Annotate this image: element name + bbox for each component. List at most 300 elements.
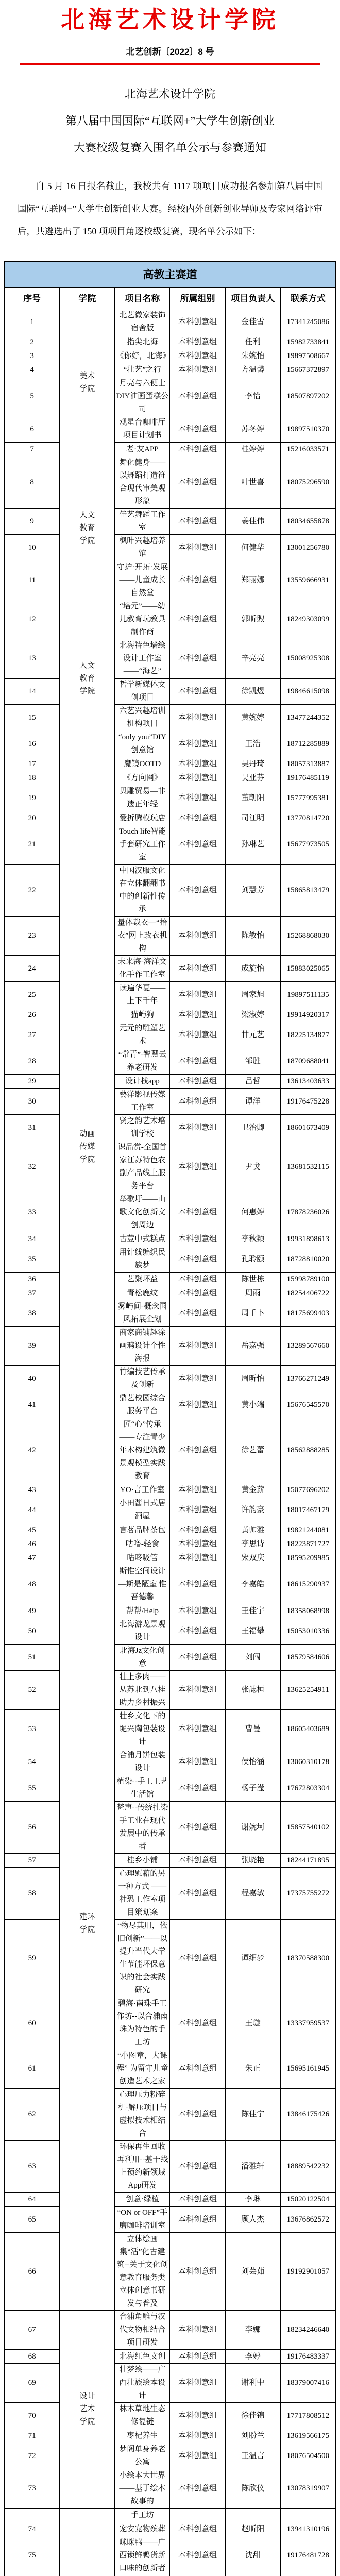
- project-leader: 黄金薪: [225, 1483, 280, 1497]
- project-leader: 徐佳锦: [225, 2403, 280, 2429]
- row-number: 52: [5, 1671, 60, 1710]
- table-row: [5, 1273, 336, 1286]
- project-group: 本科创意组: [170, 1868, 225, 1920]
- project-leader: 陈欣仪: [225, 2469, 280, 2509]
- table-row: [5, 1497, 336, 1523]
- row-number: 24: [5, 956, 60, 982]
- table-row: [5, 377, 336, 416]
- row-number: 3: [5, 349, 60, 363]
- project-group: 本科创意组: [170, 811, 225, 825]
- row-number: 7: [5, 443, 60, 456]
- table-row: [5, 1671, 336, 1710]
- project-leader: 陈敏怡: [225, 917, 280, 956]
- project-group: 本科创意组: [170, 1802, 225, 1854]
- row-number: 45: [5, 1523, 60, 1537]
- project-group: 本科创意组: [170, 2207, 225, 2233]
- row-number: 62: [5, 2089, 60, 2141]
- table-row: [5, 1523, 336, 1537]
- project-leader: 黄婉婷: [225, 705, 280, 731]
- row-number: 71: [5, 2429, 60, 2443]
- table-row: [5, 535, 336, 561]
- project-group: 本科创意组: [170, 1141, 225, 1193]
- project-leader: 黄小端: [225, 1392, 280, 1418]
- project-leader: 潘雅轩: [225, 2141, 280, 2193]
- contact-phone: 18254406722: [280, 1286, 335, 1300]
- project-leader: 杨子滢: [225, 1775, 280, 1802]
- project-leader: 李娜: [225, 2311, 280, 2350]
- table-row: [5, 1141, 336, 1193]
- project-name: 藝洋影视传媒工作室: [115, 1089, 170, 1115]
- project-name: 六艺兴趣培训机构项目: [115, 705, 170, 731]
- college-name-line: 学院: [61, 383, 113, 396]
- table-row: [5, 679, 336, 705]
- row-number: 64: [5, 2193, 60, 2207]
- table-row: [5, 1193, 336, 1232]
- college-cell: [60, 456, 115, 600]
- project-leader: 桂婷婷: [225, 443, 280, 456]
- project-name: 魔镜OOTD: [115, 757, 170, 771]
- row-number: 4: [5, 363, 60, 377]
- contact-phone: 18358068998: [280, 1604, 335, 1618]
- project-group: 本科创意组: [170, 705, 225, 731]
- project-name: 斯惟空间设计—斯是陋室 惟吾德馨: [115, 1565, 170, 1604]
- document-title-line: 北海艺术设计学院: [0, 81, 340, 108]
- row-number: 44: [5, 1497, 60, 1523]
- project-leader: 顾人杰: [225, 2207, 280, 2233]
- project-name: 观星台咖啡厅项目计划书: [115, 416, 170, 443]
- table-row: [5, 1022, 336, 1048]
- contact-phone: 15695161945: [280, 2049, 335, 2089]
- table-row: [5, 1246, 336, 1273]
- project-group: 本科创意组: [170, 2311, 225, 2350]
- table-row: [5, 757, 336, 771]
- document-number: 北艺创新〔2022〕8 号: [0, 44, 340, 57]
- contact-phone: 18579584606: [280, 1645, 335, 1671]
- project-group: 本科创意组: [170, 982, 225, 1008]
- row-number: 54: [5, 1749, 60, 1775]
- project-group: 本科创意组: [170, 1008, 225, 1022]
- row-number: 55: [5, 1775, 60, 1802]
- project-name: “常青”-智慧云养老研发: [115, 1048, 170, 1075]
- table-row: [5, 456, 336, 509]
- project-leader: 司江明: [225, 811, 280, 825]
- contact-phone: 13846175426: [280, 2089, 335, 2141]
- project-group: [170, 2509, 225, 2522]
- contact-phone: 19821244081: [280, 1523, 335, 1537]
- row-number: 53: [5, 1710, 60, 1749]
- table-row: [5, 1483, 336, 1497]
- row-number: 72: [5, 2443, 60, 2469]
- row-number: 68: [5, 2350, 60, 2364]
- project-group: 本科创意组: [170, 377, 225, 416]
- table-row: [5, 2364, 336, 2403]
- project-leader: [225, 2509, 280, 2522]
- project-group: 本科创意组: [170, 349, 225, 363]
- row-number: 27: [5, 1022, 60, 1048]
- project-group: 本科创意组: [170, 2141, 225, 2193]
- table-row: [5, 1997, 336, 2049]
- contact-phone: 18601673409: [280, 1115, 335, 1141]
- project-group: 本科创意组: [170, 2522, 225, 2536]
- contact-phone: 19914920317: [280, 1008, 335, 1022]
- project-group: 本科创意组: [170, 1232, 225, 1246]
- project-leader: 周雨: [225, 1286, 280, 1300]
- project-leader: 辛亮亮: [225, 639, 280, 679]
- project-name: 北海游龙景观设计: [115, 1618, 170, 1645]
- project-group: 本科创意组: [170, 1775, 225, 1802]
- contact-phone: 18249303099: [280, 600, 335, 639]
- project-leader: 程嘉敏: [225, 1868, 280, 1920]
- table-row: [5, 982, 336, 1008]
- table-row: [5, 2522, 336, 2536]
- project-name: YO·言工作室: [115, 1483, 170, 1497]
- row-number: 20: [5, 811, 60, 825]
- project-group: 本科创意组: [170, 1537, 225, 1551]
- project-leader: 刘芸茹: [225, 2233, 280, 2311]
- contact-phone: 18562888285: [280, 1418, 335, 1483]
- project-name: 元元的雕塑艺术: [115, 1022, 170, 1048]
- row-number: 19: [5, 785, 60, 811]
- college-name-line: 艺术: [61, 2403, 113, 2416]
- project-leader: 周千卜: [225, 1300, 280, 1327]
- contact-phone: 19846615098: [280, 679, 335, 705]
- table-row: [5, 731, 336, 757]
- contact-phone: 13613403633: [280, 1075, 335, 1089]
- project-group: 本科创意组: [170, 1604, 225, 1618]
- project-group: 本科创意组: [170, 1483, 225, 1497]
- table-row: [5, 1749, 336, 1775]
- project-group: 本科创意组: [170, 2049, 225, 2089]
- project-leader: 朱正: [225, 2049, 280, 2089]
- project-group: 本科创意组: [170, 416, 225, 443]
- project-name: 佳艺舞蹈工作室: [115, 509, 170, 535]
- project-name: 读遍华夏——上下千年: [115, 982, 170, 1008]
- project-leader: 吕哲: [225, 1075, 280, 1089]
- project-leader: 王福攀: [225, 1618, 280, 1645]
- project-leader: 陈世栋: [225, 1273, 280, 1286]
- project-name: 守护·开拓·发展——儿童成长自然堂: [115, 561, 170, 600]
- project-leader: 周家旭: [225, 982, 280, 1008]
- row-number: 47: [5, 1551, 60, 1565]
- project-name: 壮乡文化下的坭兴陶包装设计: [115, 1710, 170, 1749]
- college-name-line: 设计: [61, 2390, 113, 2403]
- row-number: 57: [5, 1854, 60, 1868]
- project-name: 指尖北海: [115, 335, 170, 349]
- document-title: [0, 81, 340, 161]
- project-leader: 王璇: [225, 1997, 280, 2049]
- college-cell: [60, 2509, 115, 2576]
- project-leader: 金佳雪: [225, 309, 280, 335]
- table-row: [5, 2089, 336, 2141]
- project-group: 本科创意组: [170, 825, 225, 865]
- project-name: “ON or OFF”手磨咖啡培训室: [115, 2207, 170, 2233]
- project-name: 梵声--传统扎染手工业在现代发展中的传承者: [115, 1802, 170, 1854]
- project-name: 心理压力粉碎机-解压项目与虚拟技术相结合: [115, 2089, 170, 2141]
- table-row: [5, 1802, 336, 1854]
- contact-phone: 13681532115: [280, 1141, 335, 1193]
- project-name: 枣杞养生: [115, 2429, 170, 2443]
- project-name: 帮帮/Help: [115, 1604, 170, 1618]
- project-group: 本科创意组: [170, 1048, 225, 1075]
- table-row: [5, 771, 336, 785]
- project-leader: 谭洋: [225, 1089, 280, 1115]
- project-name: 心理慰藉的另一种方式 ——社恐工作室项目策划案: [115, 1868, 170, 1920]
- project-name: “only you”DIY创意馆: [115, 731, 170, 757]
- project-name: 用针线编织民族梦: [115, 1246, 170, 1273]
- contact-phone: 18034655878: [280, 509, 335, 535]
- row-number: 31: [5, 1115, 60, 1141]
- row-number: 36: [5, 1273, 60, 1286]
- project-name: 识品赏-全国首家江苏特色农副产品线上服务平台: [115, 1141, 170, 1193]
- project-group: 本科创意组: [170, 731, 225, 757]
- project-name: 合浦月饼包装设计: [115, 1749, 170, 1775]
- project-group: 本科创意组: [170, 1246, 225, 1273]
- contact-phone: 15777995381: [280, 785, 335, 811]
- table-row: [5, 956, 336, 982]
- project-name: 梦阁单身养老公寓: [115, 2443, 170, 2469]
- project-name: 合浦角雕与汉代文物相结合项目研发: [115, 2311, 170, 2350]
- contact-phone: 15020122504: [280, 2193, 335, 2207]
- project-name: 北海特色墙绘设计工作室——“海艺”: [115, 639, 170, 679]
- project-group: 本科创意组: [170, 1920, 225, 1997]
- row-number: 42: [5, 1418, 60, 1483]
- contact-phone: 15077696202: [280, 1483, 335, 1497]
- college-name-line: 教育: [61, 522, 113, 535]
- row-number: 22: [5, 865, 60, 917]
- table-row: [5, 1232, 336, 1246]
- project-name: 举歌圩——山歌文化创新文创周边: [115, 1193, 170, 1232]
- project-name: “培元”——幼儿教育玩教具制作商: [115, 600, 170, 639]
- project-leader: 李秋颖: [225, 1232, 280, 1246]
- row-number: 6: [5, 416, 60, 443]
- table-row: [5, 811, 336, 825]
- project-name: 北海Jz文化创意: [115, 1645, 170, 1671]
- table-row: [5, 825, 336, 865]
- table-row: [5, 1645, 336, 1671]
- project-leader: 孙琳艺: [225, 825, 280, 865]
- contact-phone: 15268868030: [280, 917, 335, 956]
- table-row: [5, 363, 336, 377]
- row-number: 63: [5, 2141, 60, 2193]
- table-row: [5, 1537, 336, 1551]
- project-leader: 郑丽娜: [225, 561, 280, 600]
- project-leader: 刘闯: [225, 1645, 280, 1671]
- project-leader: 沈甜: [225, 2536, 280, 2575]
- table-row: [5, 1868, 336, 1920]
- project-name: 哲学新媒体文创项目: [115, 679, 170, 705]
- project-group: 本科创意组: [170, 1671, 225, 1710]
- row-number: 50: [5, 1618, 60, 1645]
- contact-phone: 19897510370: [280, 416, 335, 443]
- project-leader: 徐凯煜: [225, 679, 280, 705]
- letterhead: [0, 0, 340, 65]
- college-name-line: 美术: [61, 370, 113, 383]
- table-row: [5, 2207, 336, 2233]
- project-name: 匠“心”传承——专注青少年木构建筑微景观模型实践教育: [115, 1418, 170, 1483]
- project-name: 青松鹿纹: [115, 1286, 170, 1300]
- project-group: 本科创意组: [170, 1710, 225, 1749]
- row-number: 35: [5, 1246, 60, 1273]
- project-leader: 苏冬婷: [225, 416, 280, 443]
- project-group: 本科创意组: [170, 679, 225, 705]
- project-group: 本科创意组: [170, 1327, 225, 1366]
- project-name: 手工坊: [115, 2509, 170, 2522]
- project-leader: 吴亚芬: [225, 771, 280, 785]
- project-name: “小图章，大课程” 为留守儿童创造艺术之家: [115, 2049, 170, 2089]
- table-row: [5, 785, 336, 811]
- table-row: [5, 1089, 336, 1115]
- project-name: 壮梦绘——广西壮族绘本设计: [115, 2364, 170, 2403]
- project-name: 环保再生回收再利用--基于线上预约新领域App研发: [115, 2141, 170, 2193]
- row-number: 21: [5, 825, 60, 865]
- table-row: [5, 1551, 336, 1565]
- contact-phone: 15998789100: [280, 1273, 335, 1286]
- project-name: 中国汉服文化在立体翻翻书中的创新性传承: [115, 865, 170, 917]
- project-name: 北海红色文创: [115, 2350, 170, 2364]
- table-row: [5, 917, 336, 956]
- contact-phone: 18223871727: [280, 1537, 335, 1551]
- table-row: [5, 1115, 336, 1141]
- contact-phone: 15883025065: [280, 956, 335, 982]
- table-row: [5, 865, 336, 917]
- contact-phone: 18370588300: [280, 1920, 335, 1997]
- project-leader: 李嘉皓: [225, 1565, 280, 1604]
- row-number: 34: [5, 1232, 60, 1246]
- contact-phone: 18175699403: [280, 1300, 335, 1327]
- table-row: [5, 1392, 336, 1418]
- table-row: [5, 561, 336, 600]
- project-name: 小田酱日式居酒屋: [115, 1497, 170, 1523]
- row-number: 16: [5, 731, 60, 757]
- project-leader: 尹戈: [225, 1141, 280, 1193]
- table-row: [5, 309, 336, 335]
- project-leader: 朱婉怡: [225, 349, 280, 363]
- project-leader: 王佳宇: [225, 1604, 280, 1618]
- table-row: [5, 443, 336, 456]
- row-number: 60: [5, 1997, 60, 2049]
- intro-paragraph: 自 5 月 16 日报名截止，我校共有 1117 项项目成功报名参加第八届中国国际“互联网+”大学生创新创业大赛。经校内外创新创业导师及专家网络评审后，共遴选出了 150 项项目角逐校级复赛，现名单公示如下：: [18, 175, 322, 243]
- college-name-line: 学院: [61, 1154, 113, 1166]
- contact-phone: 13559666931: [280, 561, 335, 600]
- row-number: 15: [5, 705, 60, 731]
- project-leader: 李怡: [225, 377, 280, 416]
- project-leader: 岳嘉强: [225, 1327, 280, 1366]
- project-leader: 曹曼: [225, 1710, 280, 1749]
- project-leader: 赵昕阳: [225, 2522, 280, 2536]
- project-group: 本科创意组: [170, 1273, 225, 1286]
- project-name: 北艺微家装饰宿舍版: [115, 309, 170, 335]
- project-name: 舞化健身——以舞蹈打造符合现代审美观形象: [115, 456, 170, 509]
- contact-phone: 18017467179: [280, 1497, 335, 1523]
- letterhead-divider: [20, 63, 320, 65]
- college-name-line: 人文: [61, 509, 113, 522]
- contact-phone: 19176475228: [280, 1089, 335, 1115]
- table-row: [5, 2429, 336, 2443]
- project-group: 本科创意组: [170, 2536, 225, 2575]
- table-row: [5, 2049, 336, 2089]
- project-leader: 谢婉坷: [225, 1802, 280, 1854]
- project-group: 本科创意组: [170, 2429, 225, 2443]
- project-group: 本科创意组: [170, 2233, 225, 2311]
- table-row: [5, 1075, 336, 1089]
- table-row: [5, 2193, 336, 2207]
- table-row: [5, 1565, 336, 1604]
- row-number: 23: [5, 917, 60, 956]
- project-leader: 何健华: [225, 535, 280, 561]
- project-name: 林木草地生态修复链: [115, 2403, 170, 2429]
- table-row: [5, 1604, 336, 1618]
- project-group: 本科创意组: [170, 771, 225, 785]
- row-number: 13: [5, 639, 60, 679]
- college-cell: [60, 2311, 115, 2509]
- contact-phone: 13060310178: [280, 1749, 335, 1775]
- project-name: 未来海-海洋文化手作工作室: [115, 956, 170, 982]
- table-row: [5, 2443, 336, 2469]
- row-number: 5: [5, 377, 60, 416]
- college-name-line: 学院: [61, 2416, 113, 2429]
- project-leader: 王浩: [225, 731, 280, 757]
- contact-phone: 15982733841: [280, 335, 335, 349]
- contact-phone: 13001256780: [280, 535, 335, 561]
- project-name: 艺聚环益: [115, 1273, 170, 1286]
- project-name: 宠安宠物殡葬: [115, 2522, 170, 2536]
- project-group: 本科创意组: [170, 309, 225, 335]
- project-leader: 叶世喜: [225, 456, 280, 509]
- row-number: 74: [5, 2522, 60, 2536]
- row-number: 67: [5, 2311, 60, 2350]
- row-number: 59: [5, 1920, 60, 1997]
- row-number: 2: [5, 335, 60, 349]
- project-leader: 许韵豪: [225, 1497, 280, 1523]
- project-group: 本科创意组: [170, 1300, 225, 1327]
- project-group: 本科创意组: [170, 639, 225, 679]
- table-row: [5, 2469, 336, 2509]
- project-name: 言茗品牌茶包: [115, 1523, 170, 1537]
- document-title-line: 第八届中国国际“互联网+”大学生创新创业: [0, 108, 340, 134]
- column-header: 学院: [60, 288, 115, 309]
- table-row: [5, 2536, 336, 2575]
- table-row: [5, 1286, 336, 1300]
- contact-phone: 13337959537: [280, 1997, 335, 2049]
- project-leader: 侯怡涵: [225, 1749, 280, 1775]
- project-leader: 徐艺蕾: [225, 1418, 280, 1483]
- contact-phone: 19176483337: [280, 2350, 335, 2364]
- project-group: 本科创意组: [170, 1618, 225, 1645]
- project-group: 本科创意组: [170, 1551, 225, 1565]
- contact-phone: 19897511135: [280, 982, 335, 1008]
- row-number: 73: [5, 2469, 60, 2509]
- row-number: 46: [5, 1537, 60, 1551]
- contact-phone: 13766271249: [280, 1366, 335, 1392]
- project-leader: 谢利中: [225, 2364, 280, 2403]
- project-name: 小绘本大世界——基于绘本故事的: [115, 2469, 170, 2509]
- column-header: 项目负责人: [225, 288, 280, 309]
- project-name: 桂乡小铺: [115, 1854, 170, 1868]
- contact-phone: 15865813479: [280, 865, 335, 917]
- table-row: [5, 1920, 336, 1997]
- project-group: 本科创意组: [170, 2443, 225, 2469]
- contact-phone: 18075296590: [280, 456, 335, 509]
- project-leader: 谭细梦: [225, 1920, 280, 1997]
- row-number: 43: [5, 1483, 60, 1497]
- college-name-line: 动画: [61, 1128, 113, 1141]
- college-name-line: 学院: [61, 535, 113, 548]
- contact-phone: 13941310196: [280, 2522, 335, 2536]
- project-group: 本科创意组: [170, 865, 225, 917]
- contact-phone: 15667372897: [280, 363, 335, 377]
- row-number: 48: [5, 1565, 60, 1604]
- project-name: 鼎艺校园综合服务平台: [115, 1392, 170, 1418]
